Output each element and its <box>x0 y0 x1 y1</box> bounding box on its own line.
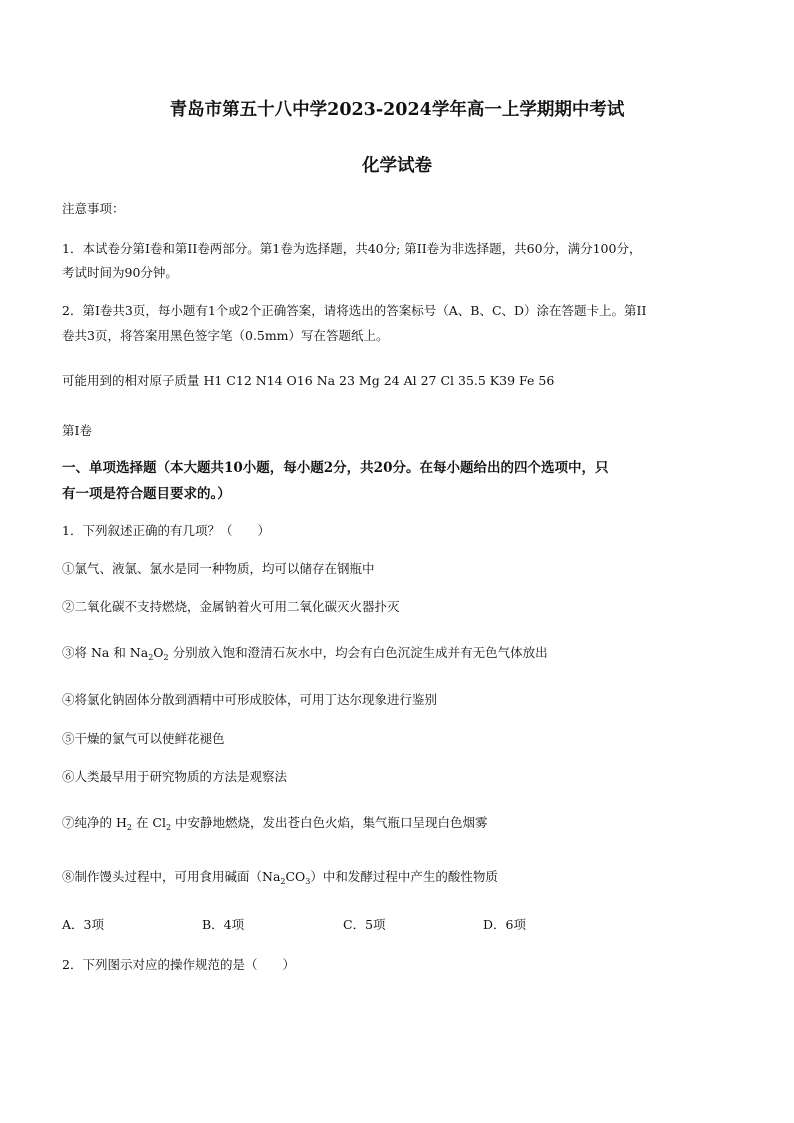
statement-7-text: ⑦纯净的 H <box>62 815 127 830</box>
statement-8-text: ⑧制作馒头过程中，可用食用碱面（Na <box>62 869 281 884</box>
subscript: 2 <box>163 653 169 662</box>
page-subtitle: 化学试卷 <box>362 156 432 176</box>
notice-heading: 注意事项： <box>62 201 125 216</box>
volume-1-heading: 第I卷 <box>62 423 92 438</box>
question-1-statement-5: ⑤干燥的氯气可以使鲜花褪色 <box>62 731 225 746</box>
subscript: 3 <box>305 877 311 886</box>
option-c[interactable]: C．5项 <box>343 917 386 932</box>
subscript: 2 <box>126 823 132 832</box>
option-a[interactable]: A．3项 <box>62 917 104 932</box>
question-1-statement-8 <box>62 866 498 893</box>
statement-7-text: 中安静地燃烧，发出苍白色火焰，集气瓶口呈现白色烟雾 <box>171 815 488 830</box>
option-d[interactable]: D．6项 <box>483 917 526 932</box>
statement-7-text: 在 Cl <box>131 815 166 830</box>
question-1-statement-1: ①氯气、液氯、氯水是同一种物质，均可以储存在钢瓶中 <box>62 561 375 576</box>
question-1-options <box>62 914 742 936</box>
subscript: 2 <box>165 823 172 832</box>
statement-8-text: ）中和发酵过程中产生的酸性物质 <box>310 869 498 884</box>
question-1-statement-4: ④将氯化钠固体分散到酒精中可形成胶体，可用丁达尔现象进行鉴别 <box>62 692 438 707</box>
question-1-statement-3 <box>62 642 548 669</box>
notice-1-line-1: 1．本试卷分第I卷和第II卷两部分。第1卷为选择题，共40分; 第II卷为非选择题，共60分，满分100分， <box>62 241 642 256</box>
section-1-heading-line-1: 一、单项选择题（本大题共10小题，每小题2分，共20分。在每小题给出的四个选项中，只 <box>62 460 609 476</box>
subscript: 2 <box>280 877 286 886</box>
notice-2-line-1: 2．第I卷共3页，每小题有1个或2个正确答案，请将选出的答案标号（A、B、C、D）涂在答题卡上。第II <box>62 303 647 318</box>
subscript: 2 <box>148 653 154 662</box>
section-1-heading-line-2: 有一项是符合题目要求的。） <box>62 486 231 502</box>
notice-2-line-2: 卷共3页，将答案用黑色签字笔（0.5mm）写在答题纸上。 <box>62 328 389 343</box>
statement-3-text: ③将 Na 和 Na <box>62 645 149 660</box>
atomic-mass-line: 可能用到的相对原子质量 H1 C12 N14 O16 Na 23 Mg 24 Al 27 Cl 35.5 K39 Fe 56 <box>62 373 555 388</box>
question-2-stem: 2．下列图示对应的操作规范的是（ ） <box>62 957 295 972</box>
option-b[interactable]: B．4项 <box>202 917 245 932</box>
notice-1-line-2: 考试时间为90分钟。 <box>62 265 178 280</box>
question-1-statement-7 <box>62 812 488 839</box>
question-1-statement-6: ⑥人类最早用于研究物质的方法是观察法 <box>62 769 288 784</box>
statement-3-text: O <box>153 645 164 660</box>
statement-8-text: CO <box>285 869 306 884</box>
statement-3-text: 分别放入饱和澄清石灰水中，均会有白色沉淀生成并有无色气体放出 <box>168 645 548 660</box>
question-1-stem: 1．下列叙述正确的有几项？（ ） <box>62 523 270 538</box>
question-1-statement-2: ②二氧化碳不支持燃烧，金属钠着火可用二氧化碳灭火器扑灭 <box>62 599 400 614</box>
page-title: 青岛市第五十八中学2023-2024学年高一上学期期中考试 <box>169 100 625 120</box>
